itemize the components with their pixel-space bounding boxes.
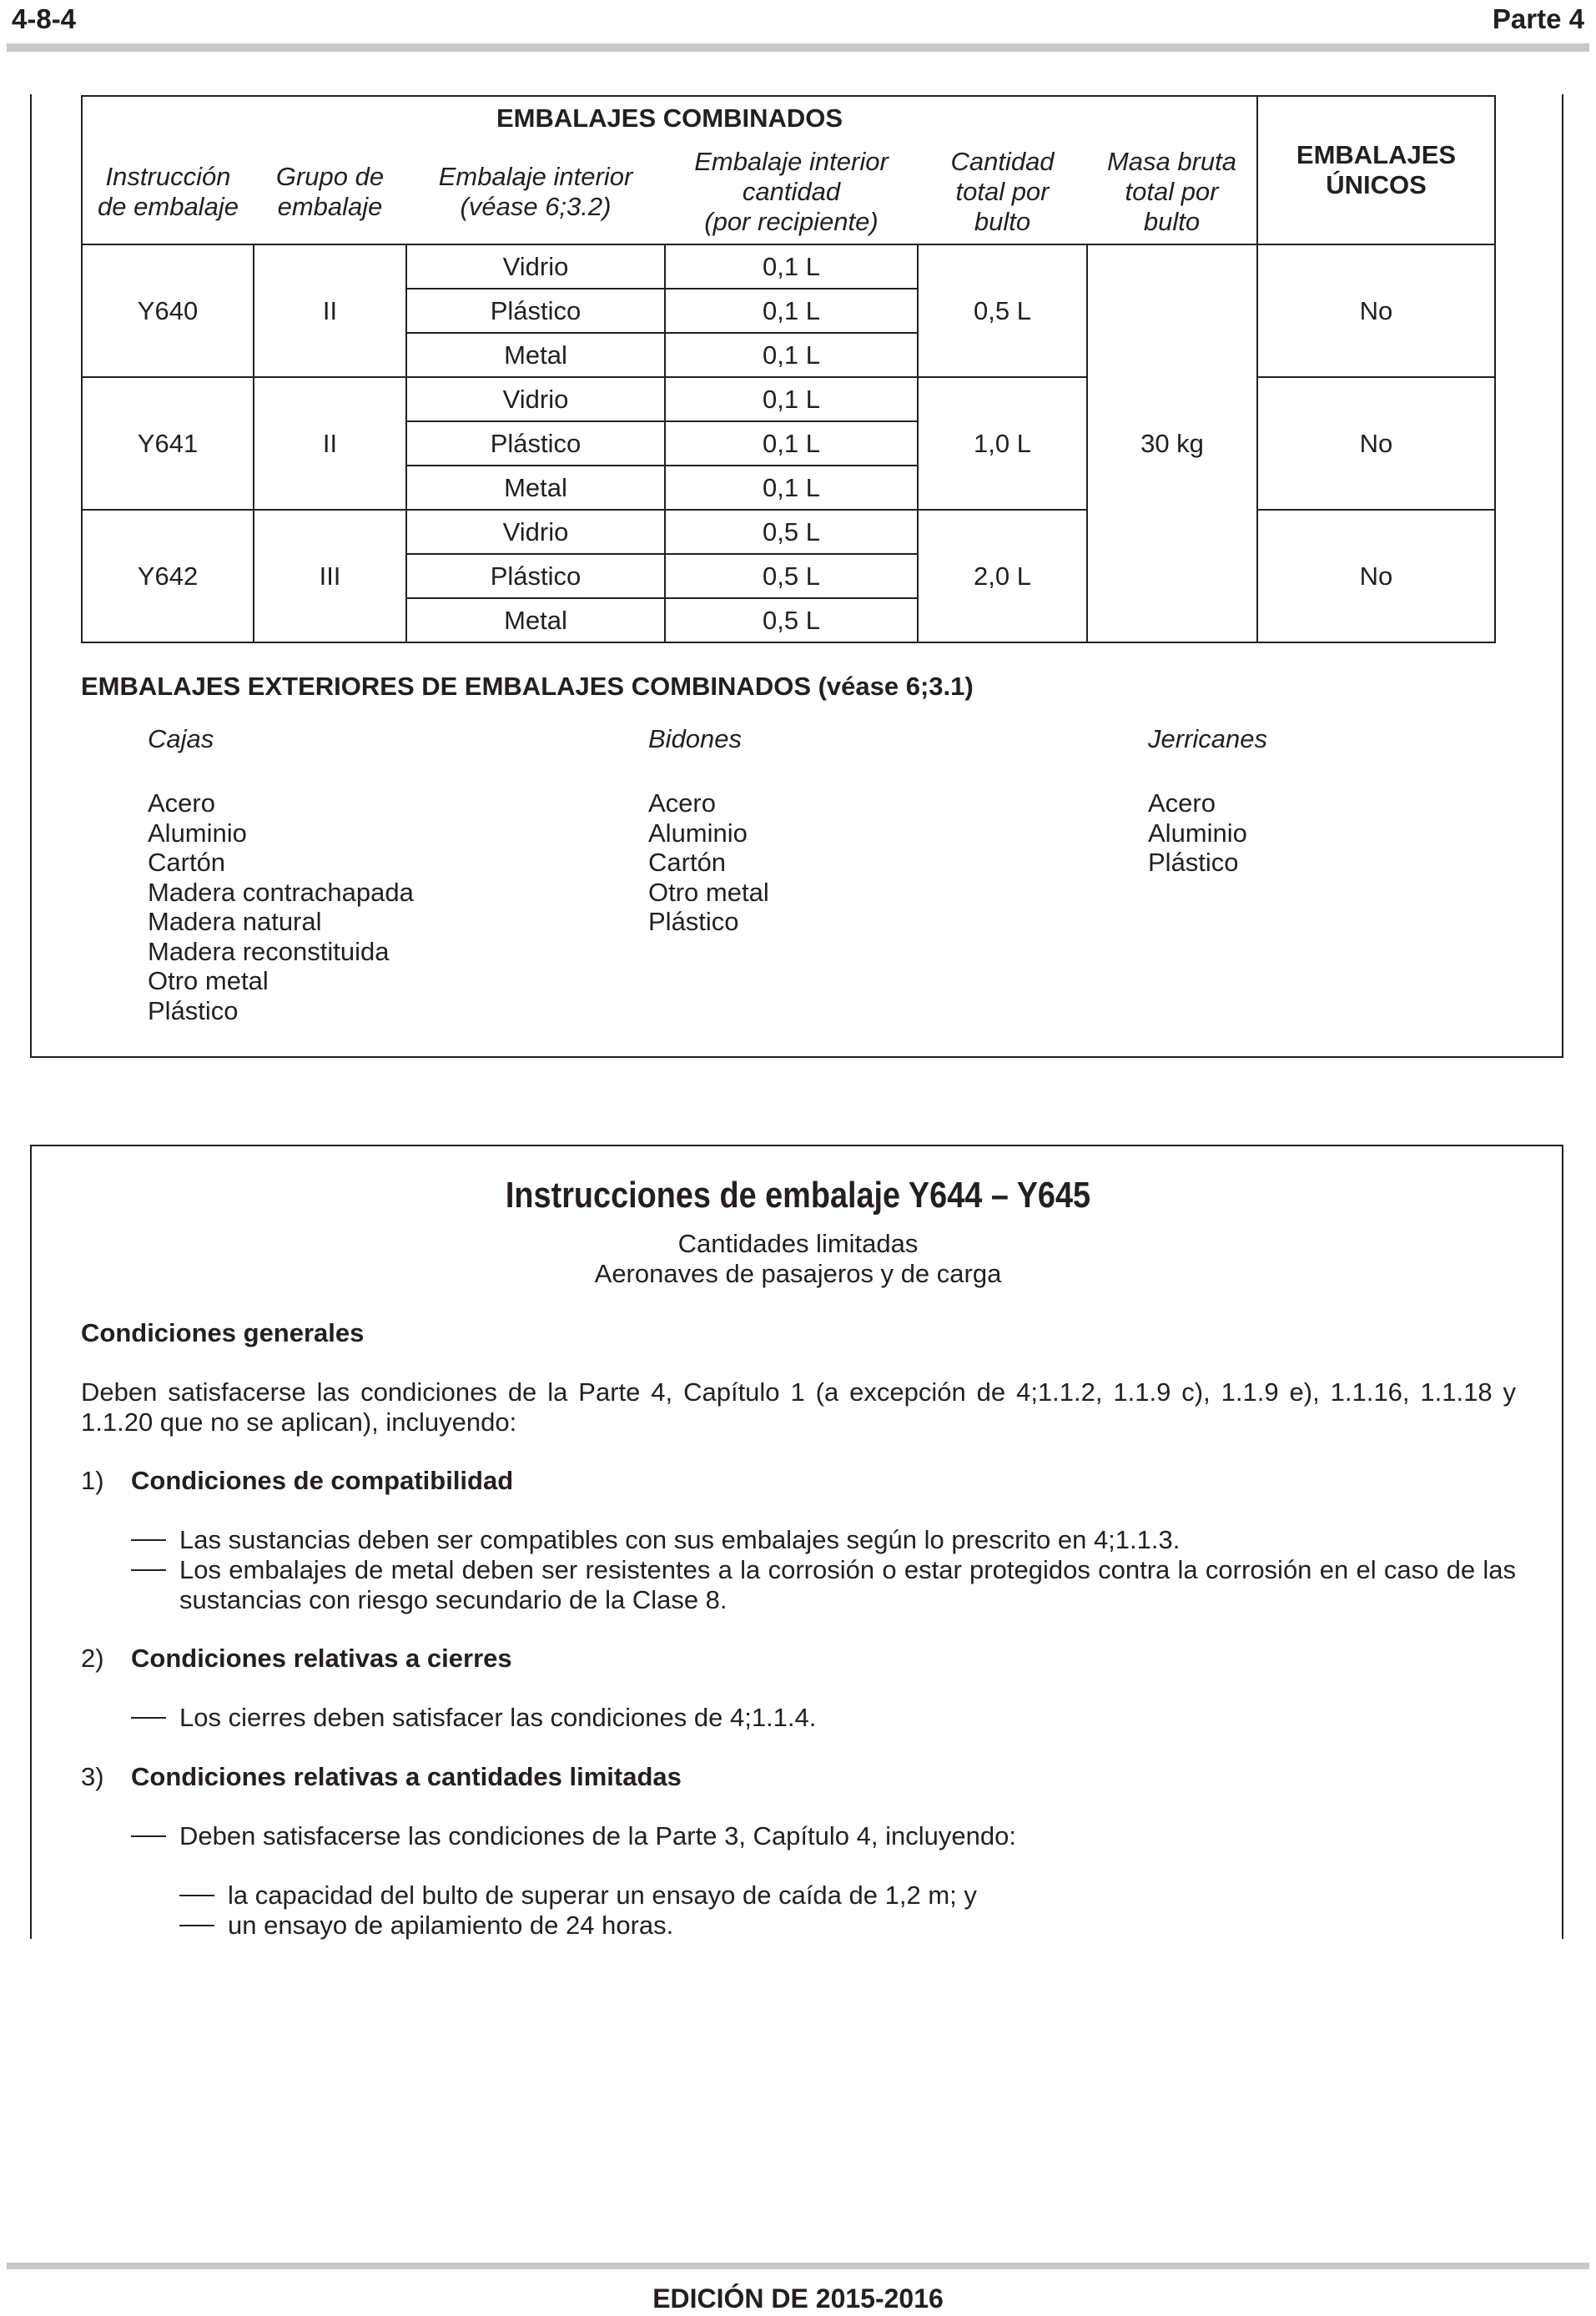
bullet-item	[131, 1555, 1516, 1615]
list-item: Cartón	[648, 848, 727, 877]
column-title-bidones: Bidones	[648, 724, 743, 753]
qty-cell: 0,1 L	[665, 421, 918, 466]
condition-number-3: 3)	[81, 1762, 104, 1791]
condition-title-3: Condiciones relativas a cantidades limitadas	[131, 1762, 682, 1791]
material-cell: Plástico	[406, 554, 665, 598]
list-item: Plástico	[148, 995, 239, 1025]
total-qty-cell: 0,5 L	[918, 244, 1087, 377]
bidones-list	[648, 788, 769, 937]
bullet-text: Los cierres deben satisfacer las condiciones de 4;1.1.4.	[179, 1703, 817, 1732]
gross-mass-cell	[1087, 377, 1257, 421]
group-cell: II	[254, 377, 406, 510]
condition-number-2: 2)	[81, 1644, 104, 1673]
page-number: 4-8-4	[12, 3, 77, 34]
box1-left-border	[30, 94, 32, 1058]
bullet-item	[131, 1525, 1516, 1555]
gross-mass-cell	[1087, 554, 1257, 598]
list-item: Otro metal	[648, 877, 769, 907]
bullet-text: Los embalajes de metal deben ser resistentes a la corrosión o estar protegidos contra la corrosión en el caso de las sustancias con riesgo secundario de la Clase 8.	[179, 1555, 1516, 1614]
header-rule	[7, 43, 1589, 52]
header-total-qty: Cantidad total por bulto	[918, 140, 1087, 244]
cajas-list	[148, 788, 414, 1025]
bullet-item	[131, 1703, 1516, 1733]
header-instruction: Instrucción de embalaje	[82, 140, 254, 244]
qty-cell: 0,1 L	[665, 466, 918, 510]
bullet-text: Las sustancias deben ser compatibles con sus embalajes según lo prescrito en 4;1.1.3.	[179, 1525, 1181, 1554]
section-subtitle-1: Cantidades limitadas	[677, 1229, 919, 1258]
list-item: Plástico	[648, 907, 739, 936]
list-item: Cartón	[148, 848, 226, 877]
packing-table	[81, 95, 1496, 643]
qty-cell: 0,1 L	[665, 244, 918, 289]
general-conditions-heading: Condiciones generales	[81, 1318, 365, 1347]
material-cell: Vidrio	[406, 510, 665, 554]
single-cell: No	[1257, 244, 1495, 377]
gross-mass-cell	[1087, 244, 1257, 289]
sub-bullet-item	[179, 1911, 1516, 1941]
list-item: Aluminio	[1148, 818, 1247, 848]
gross-mass-value: 30 kg	[1087, 421, 1257, 466]
section-title: Instrucciones de embalaje Y644 – Y645	[505, 1175, 1091, 1216]
gross-mass-cell	[1087, 510, 1257, 554]
single-cell: No	[1257, 377, 1495, 510]
list-item: Madera natural	[148, 907, 322, 936]
dash-icon	[131, 1717, 166, 1719]
jerricanes-list	[1148, 788, 1247, 878]
single-packagings-title: EMBALAJES ÚNICOS	[1257, 96, 1495, 244]
dash-icon	[131, 1835, 166, 1837]
column-title-jerricanes: Jerricanes	[1148, 724, 1267, 753]
header-group: Grupo de embalaje	[254, 140, 406, 244]
box2-top-border	[30, 1145, 1563, 1146]
qty-cell: 0,1 L	[665, 289, 918, 333]
footer-rule	[7, 2263, 1589, 2269]
total-qty-cell: 2,0 L	[918, 510, 1087, 642]
header-gross-mass: Masa bruta total por bulto	[1087, 140, 1257, 244]
list-item: Aluminio	[148, 818, 247, 848]
dash-icon	[131, 1539, 166, 1541]
condition-number-1: 1)	[81, 1466, 104, 1495]
outer-packagings-title: EMBALAJES EXTERIORES DE EMBALAJES COMBINADOS (véase 6;3.1)	[81, 672, 974, 701]
material-cell: Plástico	[406, 421, 665, 466]
material-cell: Metal	[406, 598, 665, 642]
part-label: Parte 4	[1492, 3, 1584, 34]
instruction-cell: Y640	[82, 244, 254, 377]
material-cell: Metal	[406, 333, 665, 377]
sub-bullet-item	[179, 1880, 1516, 1911]
list-item: Madera reconstituida	[148, 936, 390, 966]
gross-mass-cell	[1087, 289, 1257, 333]
column-title-cajas: Cajas	[148, 724, 214, 753]
qty-cell: 0,5 L	[665, 510, 918, 554]
material-cell: Vidrio	[406, 377, 665, 421]
intro-paragraph: Deben satisfacerse las condiciones de la Parte 4, Capítulo 1 (a excepción de 4;1.1.2, 1.1.9 c), 1.1.9 e), 1.1.16, 1.1.18 y 1.1.20 que no se aplican), incluyendo:	[81, 1377, 1516, 1437]
instruction-cell: Y641	[82, 377, 254, 510]
qty-cell: 0,1 L	[665, 377, 918, 421]
group-cell: II	[254, 244, 406, 377]
gross-mass-cell	[1087, 598, 1257, 642]
box1-bottom-border	[30, 1056, 1563, 1058]
material-cell: Metal	[406, 466, 665, 510]
condition-title-1: Condiciones de compatibilidad	[131, 1466, 514, 1495]
dash-icon	[179, 1895, 214, 1896]
material-cell: Vidrio	[406, 244, 665, 289]
list-item: Acero	[648, 788, 716, 818]
qty-cell: 0,5 L	[665, 598, 918, 642]
qty-cell: 0,1 L	[665, 333, 918, 377]
total-qty-cell: 1,0 L	[918, 377, 1087, 510]
bullet-item	[131, 1821, 1516, 1851]
sub-bullet-text: un ensayo de apilamiento de 24 horas.	[228, 1911, 674, 1940]
list-item: Acero	[1148, 788, 1216, 818]
bullet-text: Deben satisfacerse las condiciones de la Parte 3, Capítulo 4, incluyendo:	[179, 1821, 1016, 1850]
group-cell: III	[254, 510, 406, 642]
combined-packagings-title: EMBALAJES COMBINADOS	[82, 96, 1257, 140]
list-item: Aluminio	[648, 818, 748, 848]
instruction-cell: Y642	[82, 510, 254, 642]
box1-right-border	[1562, 94, 1563, 1058]
sub-bullet-text: la capacidad del bulto de superar un ensayo de caída de 1,2 m; y	[228, 1880, 977, 1910]
list-item: Otro metal	[148, 966, 269, 995]
gross-mass-cell	[1087, 466, 1257, 510]
gross-mass-cell	[1087, 333, 1257, 377]
edition-footer: EDICIÓN DE 2015-2016	[652, 2283, 944, 2313]
list-item: Acero	[148, 788, 215, 818]
qty-cell: 0,5 L	[665, 554, 918, 598]
header-inner: Embalaje interior (véase 6;3.2)	[406, 140, 665, 244]
section-subtitle-2: Aeronaves de pasajeros y de carga	[594, 1259, 1002, 1288]
condition-title-2: Condiciones relativas a cierres	[131, 1644, 512, 1673]
dash-icon	[179, 1925, 214, 1926]
material-cell: Plástico	[406, 289, 665, 333]
list-item: Madera contrachapada	[148, 877, 414, 907]
dash-icon	[131, 1569, 166, 1571]
list-item: Plástico	[1148, 848, 1239, 877]
header-inner-qty: Embalaje interior cantidad (por recipiente)	[665, 140, 918, 244]
single-cell: No	[1257, 510, 1495, 642]
